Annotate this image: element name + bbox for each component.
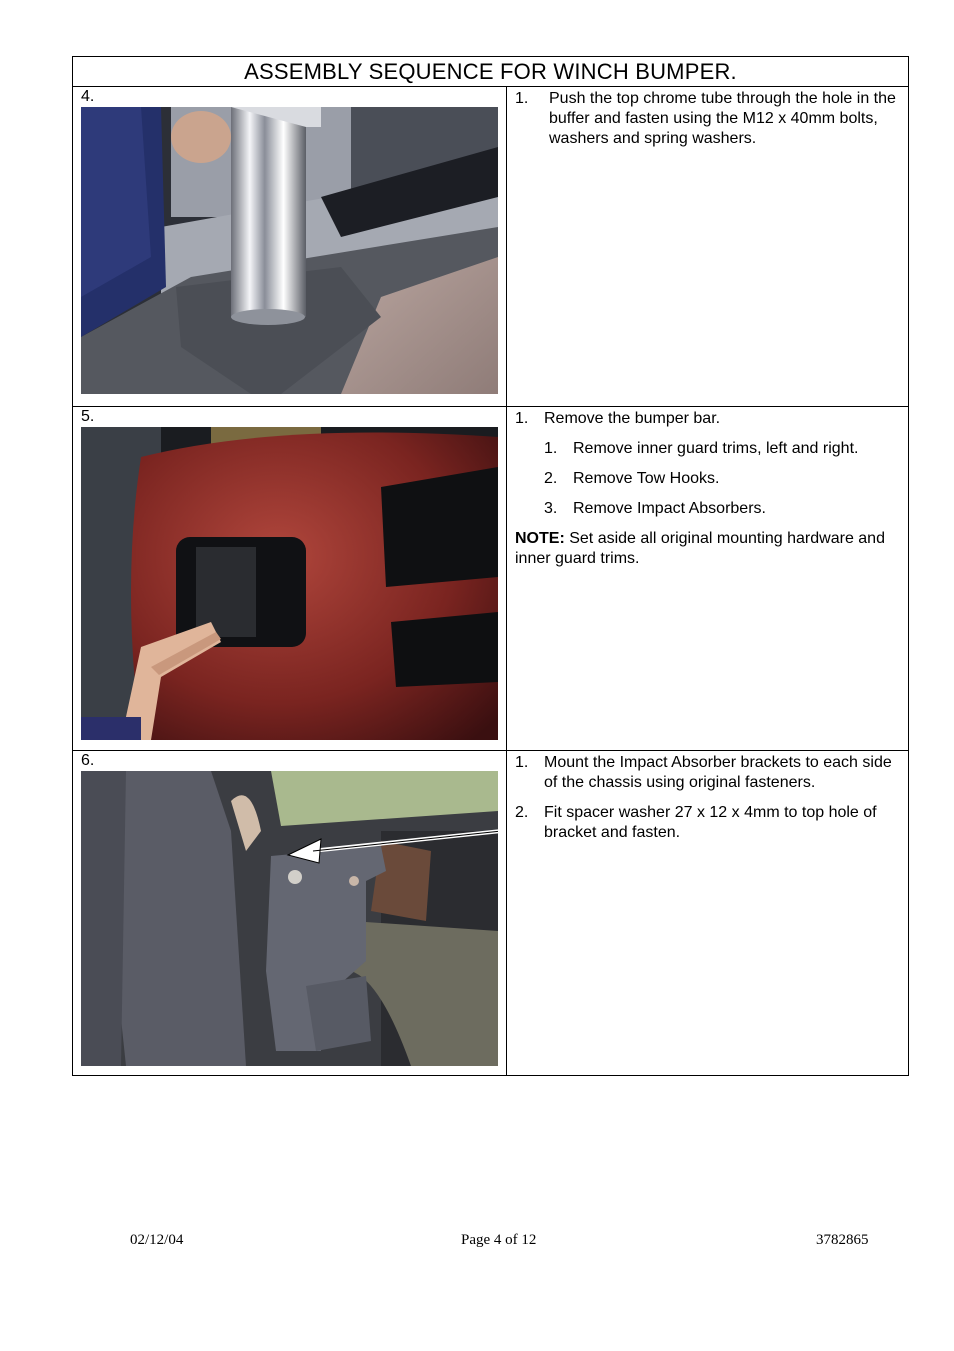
step-number: 6. bbox=[81, 752, 95, 769]
note bbox=[515, 529, 898, 569]
footer-document-code: 3782865 bbox=[816, 1232, 869, 1248]
instruction-item: 1. Remove the bumper bar. bbox=[515, 410, 721, 427]
sub-instruction-item: 1. Remove inner guard trims, left and right. bbox=[544, 440, 859, 457]
note-label: NOTE: bbox=[515, 530, 565, 547]
sub-instructions bbox=[515, 439, 898, 519]
step-photo-cell bbox=[73, 87, 507, 406]
step-photo-cell bbox=[73, 407, 507, 750]
sub-instruction-item: 2. Remove Tow Hooks. bbox=[544, 470, 720, 487]
sub-instruction-item: 3. Remove Impact Absorbers. bbox=[544, 500, 766, 517]
photo-bumper-bar bbox=[81, 427, 498, 740]
footer-date: 02/12/04 bbox=[130, 1232, 184, 1248]
step-number: 5. bbox=[81, 408, 95, 425]
document-title: ASSEMBLY SEQUENCE FOR WINCH BUMPER. bbox=[73, 57, 908, 87]
photo-impact-absorber-bracket bbox=[81, 771, 498, 1066]
instruction-item: 2. Fit spacer washer 27 x 12 x 4mm to top hole of bracket and fasten. bbox=[515, 804, 877, 841]
instruction-item: 1. Mount the Impact Absorber brackets to each side of the chassis using original fasteners. bbox=[515, 754, 892, 791]
footer-page-number: Page 4 of 12 bbox=[461, 1232, 537, 1248]
assembly-table bbox=[72, 56, 909, 1076]
step-row-6 bbox=[73, 751, 908, 1075]
step-row-5 bbox=[73, 407, 908, 751]
step-instructions bbox=[507, 407, 908, 750]
instruction-item: 1. Push the top chrome tube through the hole in the buffer and fasten using the M12 x 40mm bolts, washers and spring washers. bbox=[515, 90, 896, 147]
step-row-4 bbox=[73, 87, 908, 407]
note-text: Set aside all original mounting hardware and inner guard trims. bbox=[515, 530, 885, 567]
step-number: 4. bbox=[81, 88, 95, 105]
photo-chrome-tube bbox=[81, 107, 498, 394]
step-instructions bbox=[507, 87, 908, 406]
step-photo-cell bbox=[73, 751, 507, 1075]
step-instructions bbox=[507, 751, 908, 1075]
